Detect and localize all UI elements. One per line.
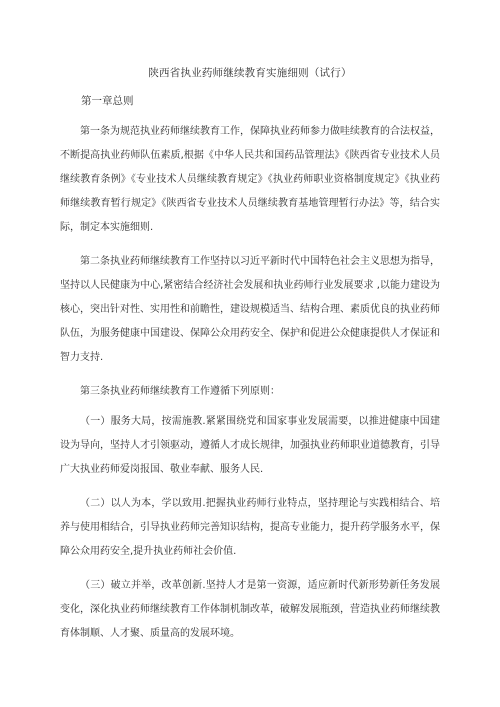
principle-1: （一）服务大局，按需施教.紧紧围绕党和国家事业发展需要，以推进健康中国建设为导向，坚持人才引领驱动，遵循人才成长规律，加强执业药师职业道德教育，引导广大执业药师爱岗报国、敬业奉献、服务人民.	[60, 416, 440, 475]
article-3: 第三条执业药师继续教育工作遵循下列原则：	[80, 386, 280, 397]
principle-2: （二）以人为本，学以致用.把握执业药师行业特点，坚持理论与实践相结合、培养与使用相结合，引导执业药师完善知识结构，提高专业能力，提升药学服务水平，保障公众用药安全,提升执业药师社会价值.	[60, 498, 440, 557]
document-title: 陕西省执业药师继续教育实施细则（试行）	[148, 67, 352, 79]
article-2: 第二条执业药师继续教育工作坚持以习近平新时代中国特色社会主义思想为指导，坚持以人民健康为中心,紧密结合经济社会发展和执业药师行业发展要求 ,以能力建设为核心，突出针对性、实用性和前瞻性，建设规模适当、结构合理、素质优良的执业药师队伍，为服务健康中国建设、保障公众用药安全、保护和促进公众健康提供人才保证和智力支持.	[60, 256, 440, 363]
chapter-heading: 第一章总则	[81, 95, 134, 107]
article-1: 第一条为规范执业药师继续教育工作，保障执业药师参力做哇续教育的合法权益，不断提高执业药师队伍素质,根据《中华人民共和国药品管理法》《陕西省专业技术人员继续教育条例》《专业技术人员继续教育规定》《执业药师职业资格制度规定》《执业药师继续教育暂行规定》《陕西省专业技术人员继续教育基地管理暂行办法》等，结合实际，制定本实施细则.	[60, 126, 440, 233]
principle-3: （三）破立并举，改革创新.坚持人才是第一资源，适应新时代新形势新任务发展变化，深化执业药师继续教育工作体制机制改革，破解发展瓶颈，营造执业药师继续教育体制顺、人才聚、质量高的发展环境。	[60, 580, 440, 639]
